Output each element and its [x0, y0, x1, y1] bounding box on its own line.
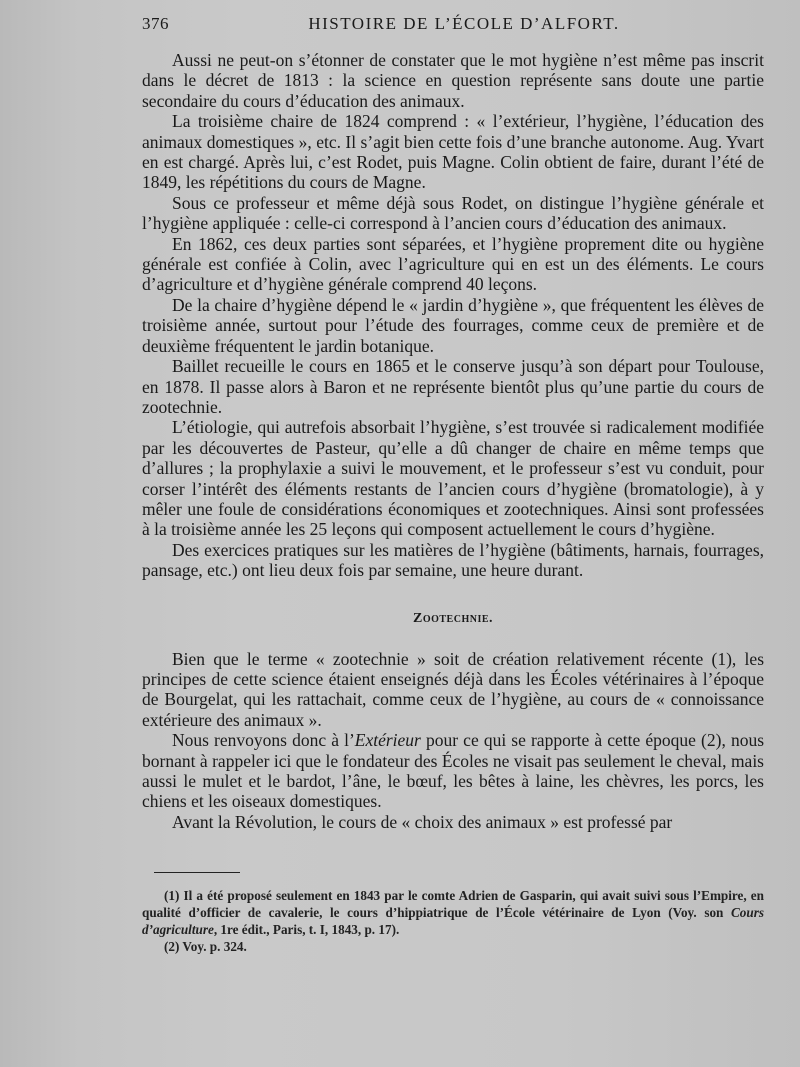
paragraph: En 1862, ces deux parties sont séparées, et l’hygiène proprement dite ou hygiène générale est confiée à Colin, avec l’agriculture qui en est un des éléments. Le cours d’agriculture et d’hygiène générale comprend 40 leçons. [142, 233, 764, 295]
footnote-separator [154, 872, 240, 873]
footnote-1 [142, 887, 764, 938]
text-run: Nous renvoyons donc à l’ [172, 730, 355, 751]
italic-title: Extérieur [354, 730, 421, 751]
text-run: , 1re édit., Paris, t. I, 1843, p. 17). [213, 922, 400, 938]
running-title: HISTOIRE DE L’ÉCOLE D’ALFORT. [308, 14, 620, 33]
paragraph: Aussi ne peut-on s’étonner de constater que le mot hygiène n’est même pas inscrit dans le décret de 1813 : la science en question représente sans doute une partie secondaire du cours d’éducation des animaux. [142, 50, 764, 111]
page-header [142, 14, 764, 42]
section-heading-zootechnie: Zootechnie. [412, 610, 494, 626]
zootechnie-section-text [142, 649, 764, 833]
paragraph: Baillet recueille le cours en 1865 et le conserve jusqu’à son départ pour Toulouse, en 1878. Il passe alors à Baron et ne représente bientôt plus qu’une partie du cours de zootechnie. [142, 356, 764, 417]
hygiene-section-text [142, 50, 764, 581]
paragraph: Sous ce professeur et même déjà sous Rodet, on distingue l’hygiène générale et l’hygiène appliquée : celle-ci correspond à l’ancien cours d’éducation des animaux. [142, 192, 764, 234]
footnote-2: (2) Voy. p. 324. [164, 939, 247, 955]
footnotes [142, 887, 764, 955]
paragraph: Des exercices pratiques sur les matières de l’hygiène (bâtiments, harnais, fourrages, pansage, etc.) ont lieu deux fois par semaine, une heure durant. [142, 539, 764, 581]
paragraph: Avant la Révolution, le cours de « choix des animaux » est professé par [172, 811, 673, 832]
paragraph: Bien que le terme « zootechnie » soit de création relativement récente (1), les principes de cette science étaient enseignés déjà dans les Écoles vétérinaires à l’époque de Bourgelat, qui les rattachait, comme ceux de l’hygiène, au cours de « connoissance extérieure des animaux ». [142, 648, 764, 730]
paragraph: De la chaire d’hygiène dépend le « jardin d’hygiène », que fréquentent les élèves de troisième année, surtout pour l’étude des fourrages, comme ceux de première et de deuxième fréquentent le jardin botanique. [142, 294, 764, 356]
text-run: (1) Il a été proposé seulement en 1843 par le comte Adrien de Gasparin, qui avait suivi sous l’Empire, en qualité d’officier de cavalerie, le cours d’hippiatrique de l’École vétérinaire de Lyon (Voy. son [142, 888, 764, 921]
paragraph: La troisième chaire de 1824 comprend : « l’extérieur, l’hygiène, l’éducation des animaux domestiques », etc. Il s’agit bien cette fois d’une branche autonome. Aug. Yvart en est chargé. Après lui, c’est Rodet, puis Magne. Colin obtient de faire, durant l’été de 1849, les répétitions du cours de Magne. [142, 111, 764, 193]
text-run: pour ce qui se rapporte à cette époque (2), nous bornant à rappeler ici que le fondateur des Écoles ne visait pas seulement le cheval, mais aussi le mulet et le bardot, l’âne, le bœuf, les bêtes à laine, les chèvres, les porcs, les chiens et les oiseaux domestiques. [142, 730, 765, 812]
page-number: 376 [142, 14, 169, 33]
paragraph [142, 730, 764, 812]
italic-title: Cours d’agriculture [142, 905, 764, 938]
paragraph: L’étiologie, qui autrefois absorbait l’hygiène, s’est trouvée si radicalement modifiée par les découvertes de Pasteur, qu’elle a dû changer de chaire en même temps que d’allures ; la prophylaxie a suivi le mouvement, et le professeur s’est vu conduit, pour corser l’intérêt des éléments restants de l’ancien cours d’hygiène (bromatologie), à y mêler une foule de considérations économiques et zootechniques. Ainsi sont professées à la troisième année les 25 leçons qui composent actuellement le cours d’hygiène. [142, 417, 764, 540]
